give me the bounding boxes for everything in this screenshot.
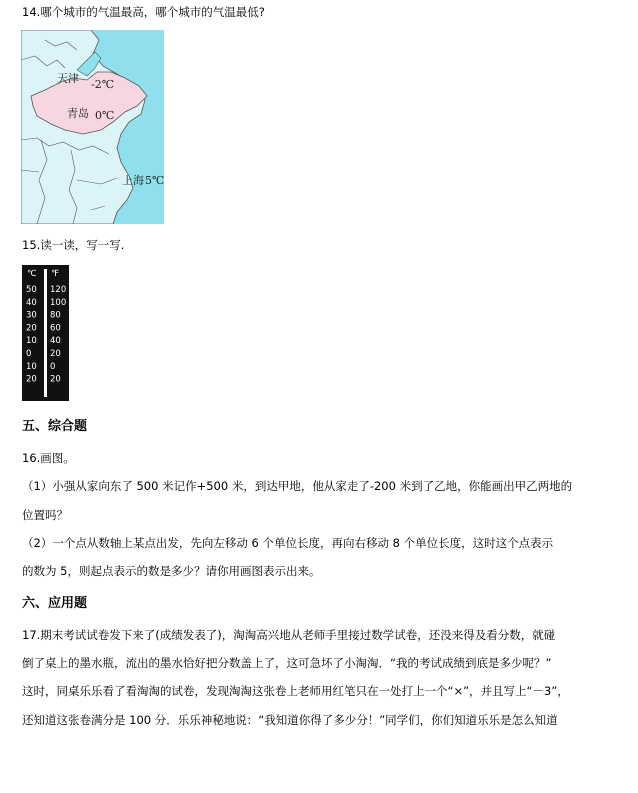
question-17-line3: 这时，同桌乐乐看了看淘淘的试卷，发现淘淘这张卷上老师用红笔只在一处打上一个“×”，并且写上“－3”， [22,684,569,698]
celsius-tick-label: 20 [26,374,37,385]
fahrenheit-tick-label: 0 [50,361,56,372]
question-17-line4: 还知道这张卷满分是 100 分．乐乐神秘地说：“我知道你得了多少分！”同学们，你们知道乐乐是怎么知道 [22,713,558,727]
city-qingdao: 青岛 [67,107,89,120]
fahrenheit-tick-label: 20 [50,349,61,359]
question-16-title: 16.画图。 [22,451,75,465]
question-16-part2-line1: （2）一个点从数轴上某点出发，先向左移动 6 个单位长度，再向右移动 8 个单位长度，这时这个点表示 [22,536,554,550]
temp-tianjin: -2℃ [91,78,115,91]
celsius-tick-label: 20 [26,323,37,334]
section-6-heading: 六、应用题 [22,596,88,611]
thermometer [22,265,69,401]
question-16-part1-line2: 位置吗？ [22,508,68,522]
fahrenheit-tick-label: 60 [50,323,61,334]
celsius-tick-label: 50 [26,285,37,295]
question-15-title: 15.读一读，写一写. [22,238,125,252]
city-tianjin: 天津 [57,72,79,85]
temp-qingdao: 0℃ [95,109,115,122]
question-17-line1: 17.期末考试试卷发下来了(成绩发表了)，淘淘高兴地从老师手里接过数学试卷，还没来得及看分数，就碰 [22,628,556,642]
celsius-header: ℃ [27,269,37,279]
question-17-line2: 倒了桌上的墨水瓶，流出的墨水恰好把分数盖上了，这可急坏了小淘淘．“我的考试成绩到底是多少呢？” [22,656,552,670]
fahrenheit-tick-label: 20 [50,374,61,385]
question-16-part2-line2: 的数为 5，则起点表示的数是多少？请你用画图表示出来。 [22,564,321,578]
question-16-part1-line1: （1）小强从家向东了 500 米记作+500 米，到达甲地，他从家走了-200 米到了乙地，你能画出甲乙两地的 [22,479,573,493]
temp-shanghai: 5℃ [145,174,164,187]
celsius-tick-label: 30 [26,310,37,321]
fahrenheit-tick-label: 120 [50,285,67,295]
city-shanghai: 上海 [122,174,144,187]
celsius-tick-label: 10 [26,336,37,347]
celsius-tick-label: 10 [26,361,37,372]
thermometer-tube [44,269,47,397]
section-5-heading: 五、综合题 [22,419,88,434]
fahrenheit-tick-label: 100 [50,297,67,308]
celsius-tick-label: 0 [26,349,32,359]
celsius-tick-label: 40 [26,297,37,308]
temperature-map [21,30,164,224]
question-14-title: 14.哪个城市的气温最高，哪个城市的气温最低? [22,5,265,19]
fahrenheit-header: ℉ [51,269,60,279]
fahrenheit-tick-label: 80 [50,310,61,321]
fahrenheit-tick-label: 40 [50,336,61,347]
